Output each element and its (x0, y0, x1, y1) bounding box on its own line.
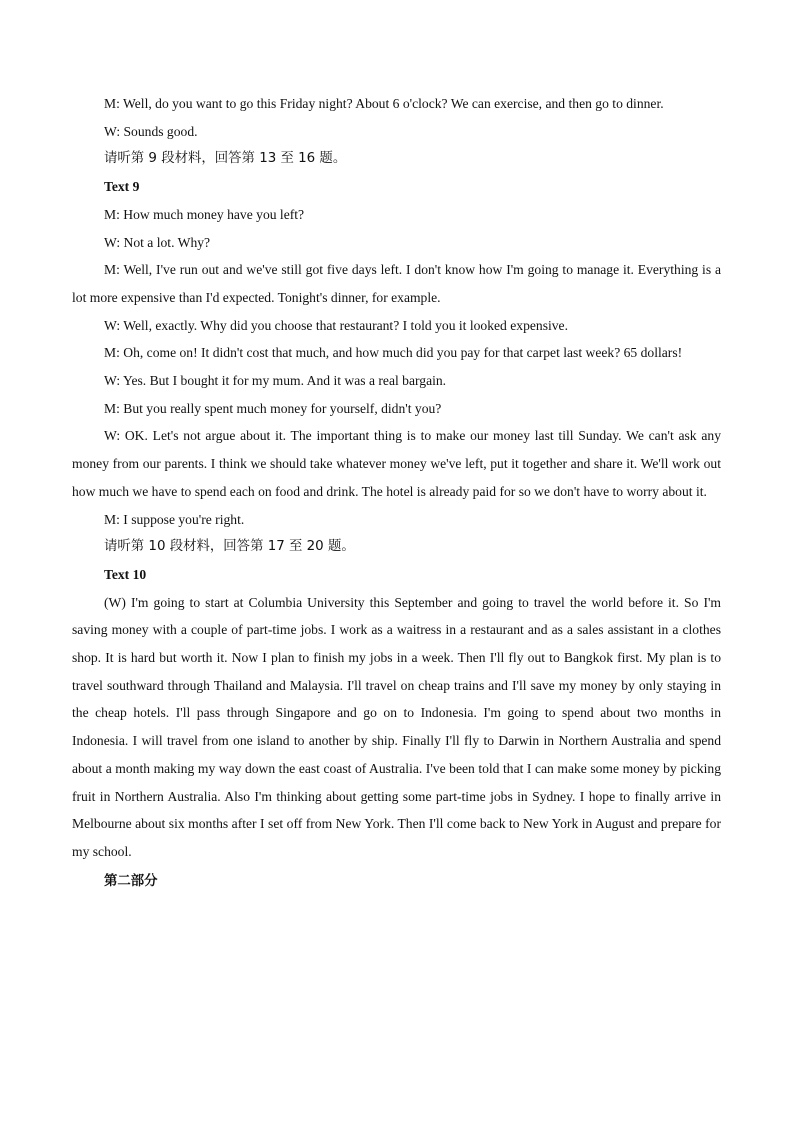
dialogue-line: M: Oh, come on! It didn't cost that much, and how much did you pay for that carpet last week? 65 dollars! (104, 345, 683, 361)
text-heading: Text 9 (104, 179, 140, 195)
instruction-line: 请听第 10 段材料，回答第 17 至 20 题。 (104, 539, 355, 555)
section-heading: 第二部分 (104, 873, 158, 889)
dialogue-line: M: Well, I've run out and we've still got five days left. I don't know how I'm going to manage it. Everything is a lot more expensive than I'd expected. Tonight's dinner, for example. (72, 262, 721, 305)
dialogue-line: M: But you really spent much money for yourself, didn't you? (104, 400, 442, 416)
dialogue-line: M: I suppose you're right. (104, 511, 245, 527)
instruction-line: 请听第 9 段材料，回答第 13 至 16 题。 (104, 151, 347, 167)
dialogue-line: W: Sounds good. (104, 123, 198, 139)
dialogue-line: M: How much money have you left? (104, 206, 305, 222)
dialogue-line: W: Well, exactly. Why did you choose that restaurant? I told you it looked expensive. (104, 317, 568, 333)
document-body (72, 90, 721, 895)
text-heading: Text 10 (104, 566, 147, 582)
dialogue-line: W: Yes. But I bought it for my mum. And it was a real bargain. (104, 373, 447, 389)
monologue-paragraph: (W) I'm going to start at Columbia University this September and going to travel the world before it. So I'm saving money with a couple of part-time jobs. I work as a waitress in a restaurant and as a sales assistant in a clothes shop. It is hard but worth it. Now I plan to finish my jobs in a week. Then I'll fly out to Bangkok first. My plan is to travel southward through Thailand and Malaysia. I'll travel on cheap trains and I'll save my money by only staying in the cheap hotels. I'll pass through Singapore and go on to Indonesia. I'm going to spend about two months in Indonesia. I will travel from one island to another by ship. Finally I'll fly to Darwin in Northern Australia and spend about a month making my way down the east coast of Australia. I've been told that I can make some money by picking fruit in Northern Australia. Also I'm thinking about getting some part-time jobs in Sydney. I hope to finally arrive in Melbourne about six months after I set off from New York. Then I'll come back to New York in August and prepare for my school. (72, 594, 721, 859)
dialogue-line: W: OK. Let's not argue about it. The important thing is to make our money last till Sunday. We can't ask any money from our parents. I think we should take whatever money we've left, put it together and share it. We'll work out how much we have to spend each on food and drink. The hotel is already paid for so we don't have to worry about it. (72, 428, 721, 499)
dialogue-line: M: Well, do you want to go this Friday night? About 6 o'clock? We can exercise, and then go to dinner. (104, 96, 664, 111)
dialogue-line: W: Not a lot. Why? (104, 234, 211, 250)
